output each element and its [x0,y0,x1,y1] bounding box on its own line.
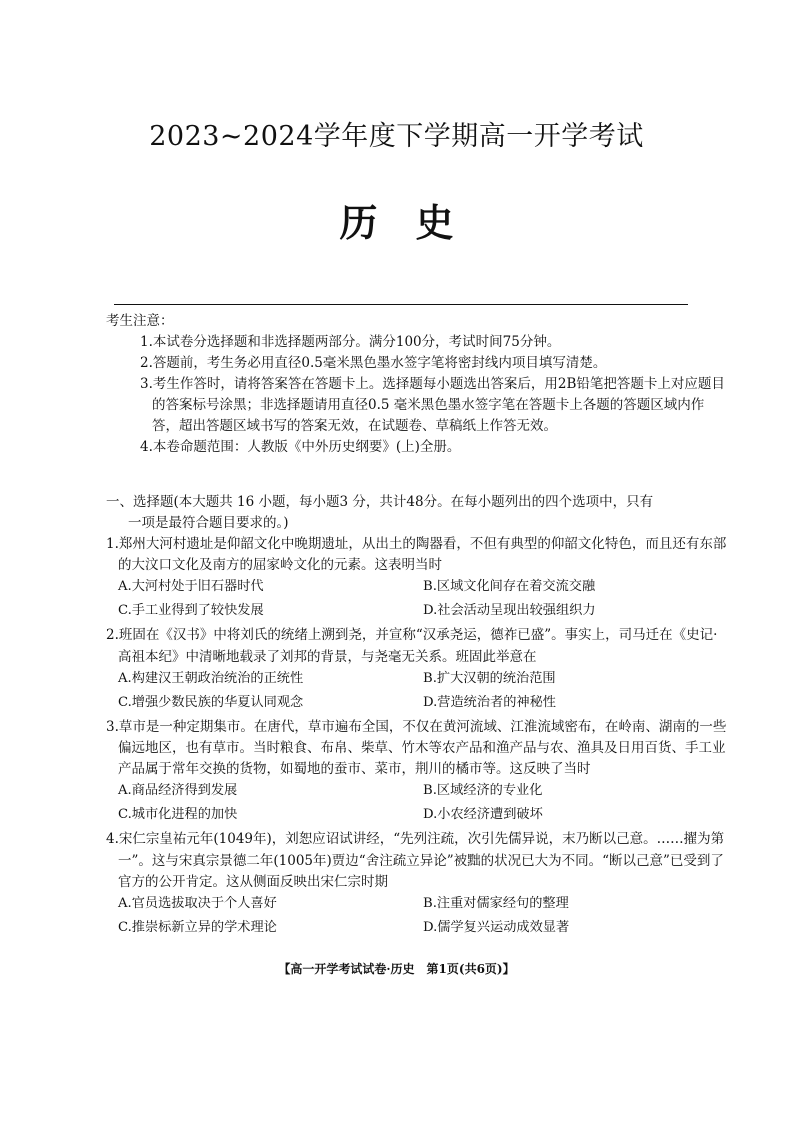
question-stem: 4.宋仁宗皇祐元年(1049年)，刘恕应诏试讲经，“先列注疏，次引先儒异说，末乃断以己意。……擢为第一”。这与宋真宗景德二年(1005年)贾边“舍注疏立异论”被黜的状况已大为不同。“断以己意”已受到了官方的公开肯定。这从侧面反映出宋仁宗时期 [106,831,725,890]
notice-block [106,311,726,458]
option-b: B.区域文化间存在着交流交融 [423,579,596,595]
question-stem: 2.班固在《汉书》中将刘氏的统绪上溯到尧，并宣称“汉承尧运，德祚已盛”。事实上，司马迁在《史记·高祖本纪》中清晰地载录了刘邦的背景，与尧毫无关系。班固此举意在 [106,627,718,665]
option-d: D.营造统治者的神秘性 [423,694,556,710]
section-line: 一项是最符合题目要求的。) [128,515,289,531]
question [106,534,728,623]
option-c: C.推崇标新立异的学术理论 [118,920,277,936]
option-a: A.构建汉王朝政治统治的正统性 [118,670,304,686]
subject-title: 历史 [339,200,492,245]
option-b: B.注重对儒家经句的整理 [423,896,569,912]
section-instructions [106,492,728,534]
notice-item: 1.本试卷分选择题和非选择题两部分。满分100分，考试时间75分钟。 [140,334,561,350]
option-d: D.小农经济遭到破坏 [423,807,543,823]
option-b: B.区域经济的专业化 [423,783,543,799]
question-list [106,534,728,942]
question [106,829,728,940]
header-divider [114,304,688,305]
question [106,717,728,828]
option-d: D.儒学复兴运动成效显著 [423,920,570,936]
option-a: A.商品经济得到发展 [118,783,238,799]
page-footer: 【高一开学考试试卷·历史 第1页(共6页)】 [278,962,515,976]
option-c: C.手工业得到了较快发展 [118,603,264,619]
notice-heading: 考生注意： [106,313,174,329]
notice-list [106,332,726,458]
option-d: D.社会活动呈现出较强组织力 [423,603,596,619]
option-grid [106,668,728,715]
option-b: B.扩大汉朝的统治范围 [423,670,556,686]
notice-item: 3.考生作答时，请将答案答在答题卡上。选择题每小题选出答案后，用2B铅笔把答题卡上对应题目的答案标号涂黑；非选择题请用直径0.5 毫米黑色墨水签字笔在答题卡上各题的答题区域内作答，超出答题区域书写的答案无效，在试题卷、草稿纸上作答无效。 [140,376,725,434]
notice-item: 2.答题前，考生务必用直径0.5毫米黑色墨水签字笔将密封线内项目填写清楚。 [140,355,607,371]
question-stem: 3.草市是一种定期集市。在唐代，草市遍布全国，不仅在黄河流域、江淮流域密布，在岭南、湖南的一些偏远地区，也有草市。当时粮食、布帛、柴草、竹木等农产品和渔产品与农、渔具及日用百货、手工业产品属于常年交换的货物，如蜀地的蚕市、菜市，荆川的橘市等。这反映了当时 [106,718,727,778]
option-a: A.大河村处于旧石器时代 [118,579,264,595]
notice-item: 4.本卷命题范围：人教版《中外历史纲要》(上)全册。 [140,439,461,455]
question-stem: 1.郑州大河村遗址是仰韶文化中晚期遗址，从出土的陶器看，不但有典型的仰韶文化特色，而且还有东部的大汶口文化及南方的屈家岭文化的元素。这表明当时 [106,536,727,574]
option-c: C.增强少数民族的华夏认同观念 [118,694,304,710]
option-c: C.城市化进程的加快 [118,807,238,823]
option-grid [106,780,728,827]
question [106,625,728,714]
section-line: 一、选择题(本大题共 16 小题，每小题3 分，共计48分。在每小题列出的四个选项中，只有 [106,494,654,510]
exam-title: 2023~2024学年度下学期高一开学考试 [149,121,644,152]
option-grid [106,576,728,623]
option-a: A.官员选拔取决于个人喜好 [118,896,277,912]
option-grid [106,893,728,940]
